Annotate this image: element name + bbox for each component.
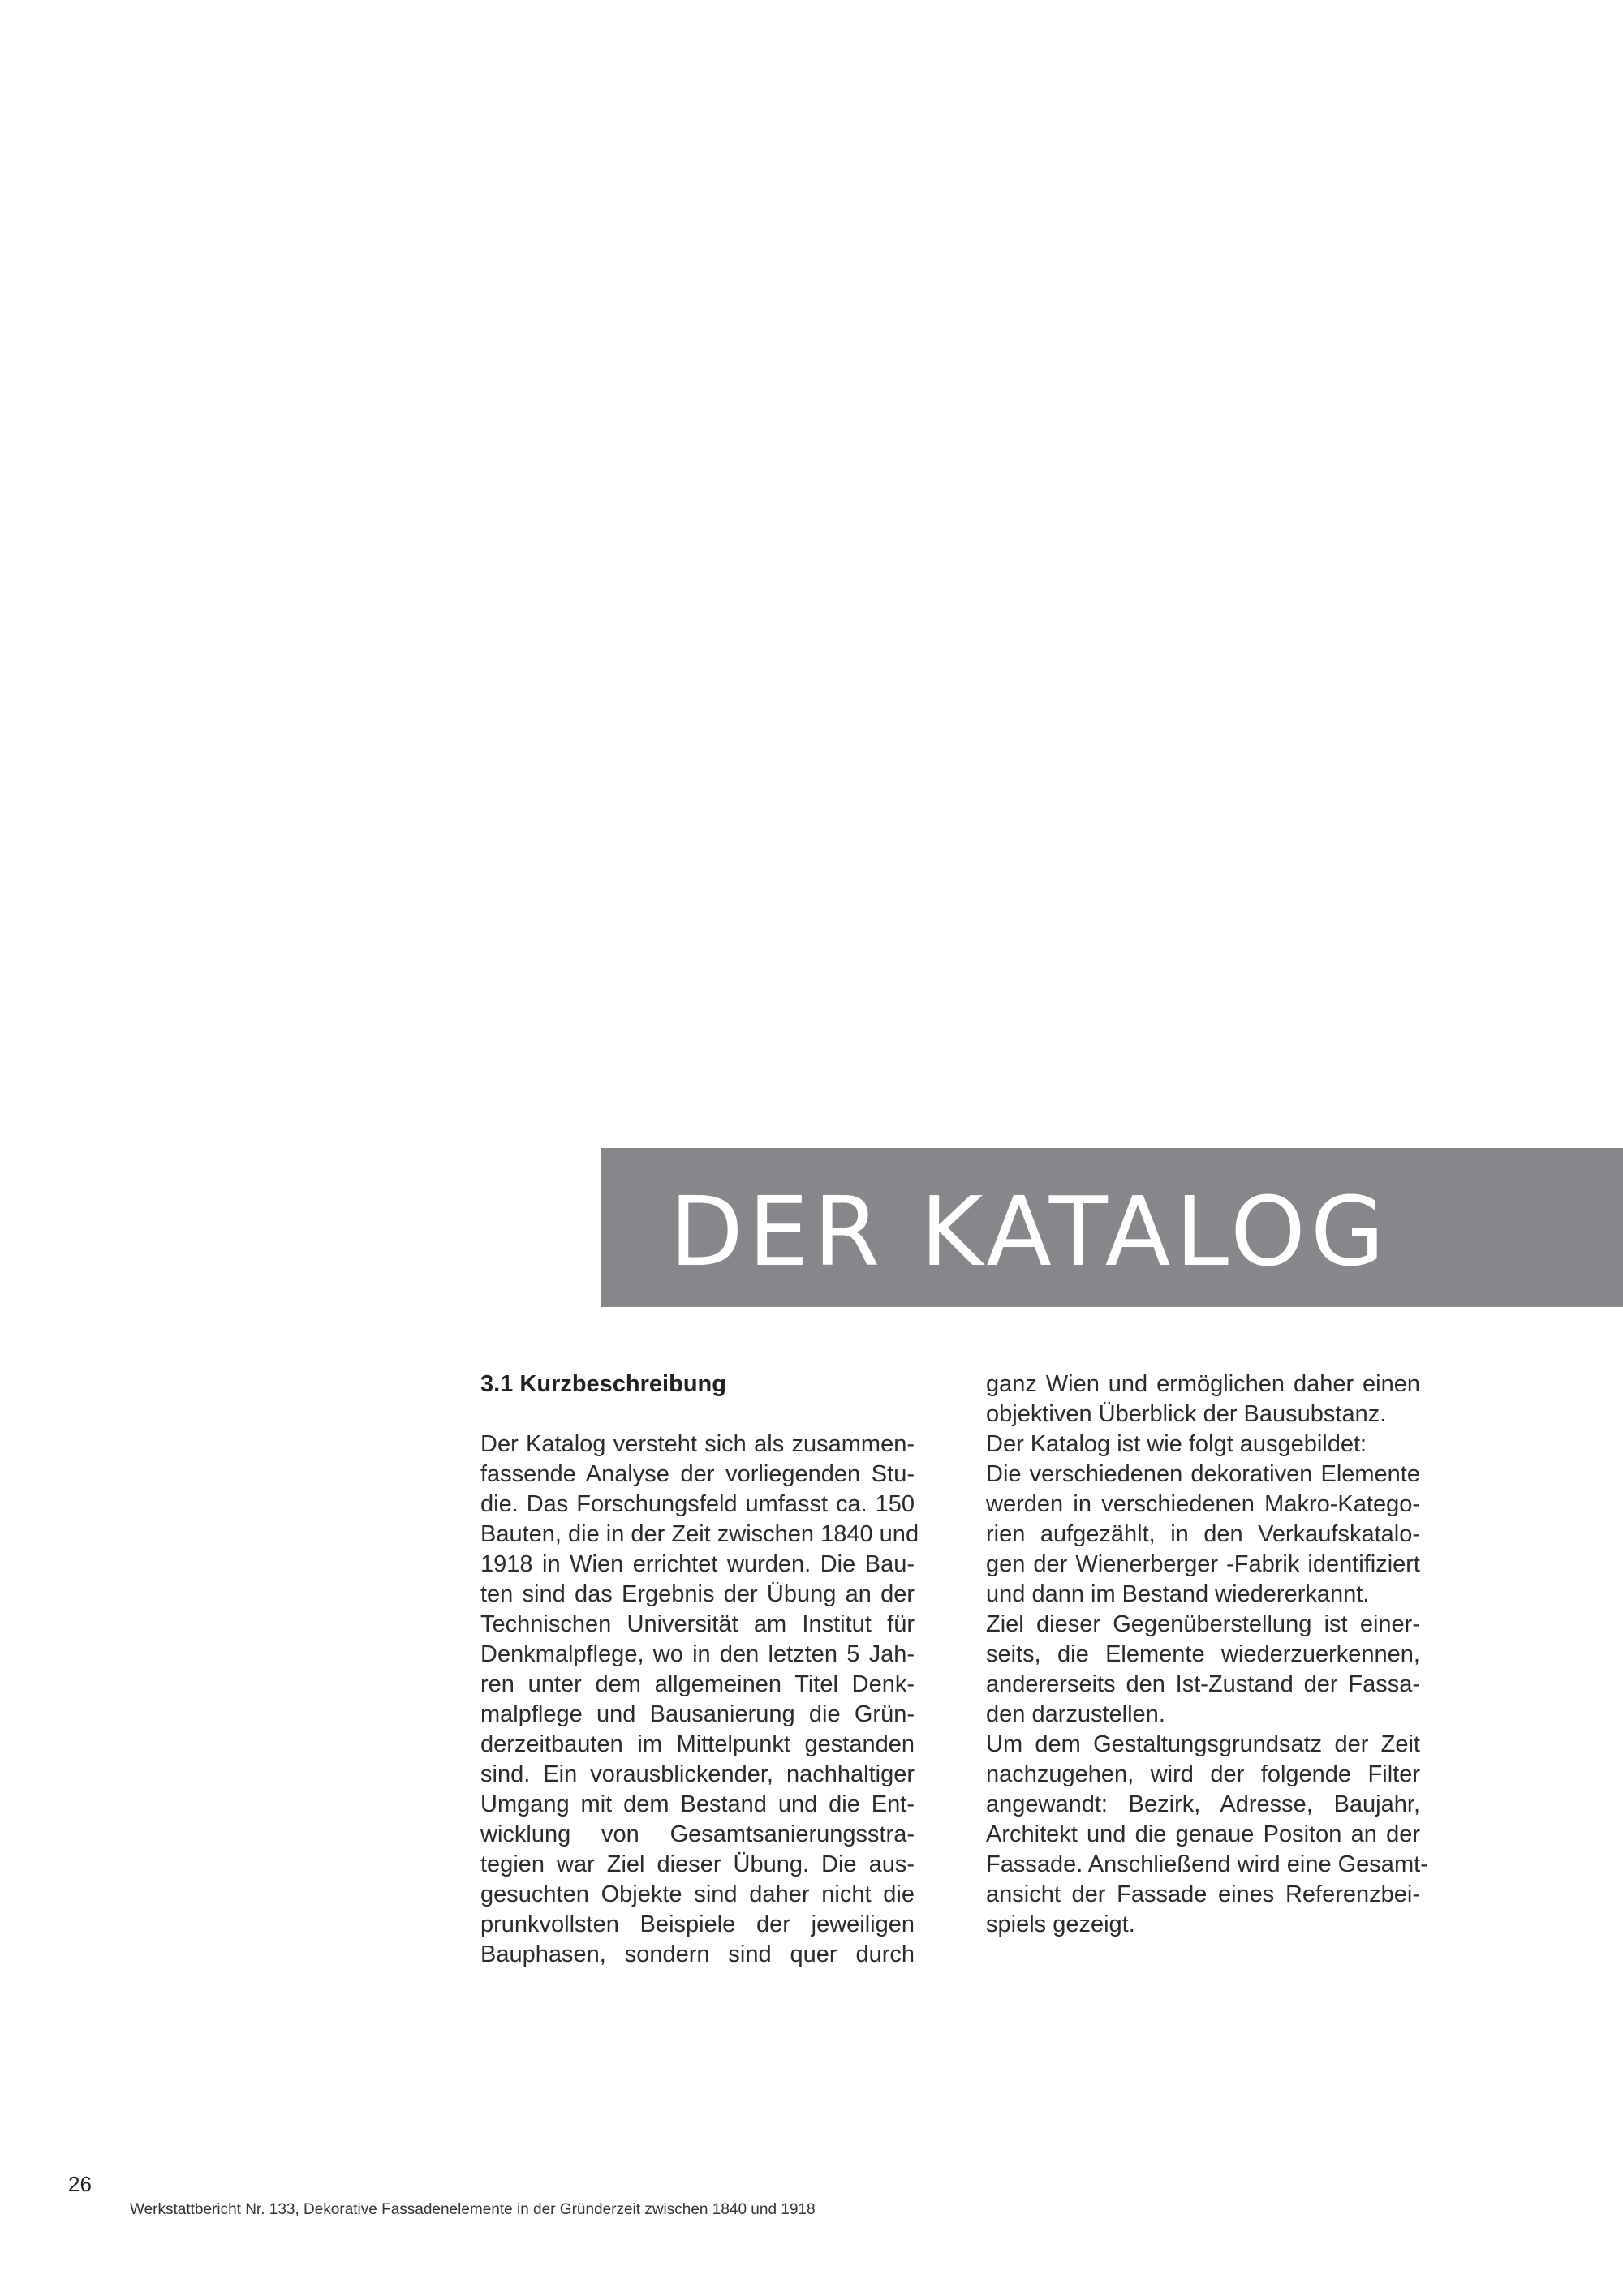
text-line: den darzustellen. xyxy=(986,1701,1165,1727)
chapter-title: DER KATALOG xyxy=(669,1176,1390,1288)
running-footer: Werkstattbericht Nr. 133, Dekorative Fassadenelemente in der Gründerzeit zwischen 1840 und 1918 xyxy=(130,2201,816,2218)
text-line: derzeitbauten im Mittelpunkt gestanden xyxy=(480,1731,915,1757)
text-line: spiels gezeigt. xyxy=(986,1911,1135,1937)
text-line: wicklung von Gesamtsanierungsstra- xyxy=(480,1821,915,1847)
page-number: 26 xyxy=(68,2172,92,2196)
text-line: seits, die Elemente wiederzuerkennen, xyxy=(986,1641,1420,1667)
text-line: werden in verschiedenen Makro-Katego- xyxy=(986,1491,1420,1517)
text-line: Architekt und die genaue Positon an der xyxy=(986,1821,1420,1847)
section-heading: 3.1 Kurzbeschreibung xyxy=(480,1371,726,1397)
text-line: Umgang mit dem Bestand und die Ent- xyxy=(480,1791,915,1817)
text-line: ten sind das Ergebnis der Übung an der xyxy=(480,1581,915,1607)
chapter-title-band xyxy=(601,1148,1623,1307)
text-line: Bauphasen, sondern sind quer durch xyxy=(480,1941,915,1967)
text-line: ansicht der Fassade eines Referenzbei- xyxy=(986,1881,1420,1907)
text-line: tegien war Ziel dieser Übung. Die aus- xyxy=(480,1851,915,1877)
right-paragraph xyxy=(986,1369,1428,1940)
text-line: Die verschiedenen dekorativen Elemente xyxy=(986,1461,1420,1487)
text-line: und dann im Bestand wiedererkannt. xyxy=(986,1581,1370,1607)
left-paragraph xyxy=(480,1430,919,1970)
text-line: gesuchten Objekte sind daher nicht die xyxy=(480,1881,915,1907)
text-line: Der Katalog versteht sich als zusammen- xyxy=(480,1431,915,1457)
text-line: die. Das Forschungsfeld umfasst ca. 150 xyxy=(480,1491,915,1517)
text-line: Denkmalpflege, wo in den letzten 5 Jah- xyxy=(480,1641,915,1667)
text-line: Bauten, die in der Zeit zwischen 1840 und xyxy=(480,1521,919,1547)
text-line: prunkvollsten Beispiele der jeweiligen xyxy=(480,1911,915,1937)
text-line: andererseits den Ist-Zustand der Fassa- xyxy=(986,1671,1420,1697)
text-line: malpflege und Bausanierung die Grün- xyxy=(480,1701,915,1727)
text-line: ren unter dem allgemeinen Titel Denk- xyxy=(480,1671,915,1697)
text-line: angewandt: Bezirk, Adresse, Baujahr, xyxy=(986,1791,1420,1817)
text-line: ganz Wien und ermöglichen daher einen xyxy=(986,1371,1420,1397)
text-line: Um dem Gestaltungsgrundsatz der Zeit xyxy=(986,1731,1420,1757)
text-line: Der Katalog ist wie folgt ausgebildet: xyxy=(986,1431,1367,1457)
text-line: Technischen Universität am Institut für xyxy=(480,1611,915,1637)
text-line: Ziel dieser Gegenüberstellung ist einer- xyxy=(986,1611,1420,1637)
text-line: 1918 in Wien errichtet wurden. Die Bau- xyxy=(480,1551,915,1577)
text-line: gen der Wienerberger -Fabrik identifiziert xyxy=(986,1551,1420,1577)
text-line: objektiven Überblick der Bausubstanz. xyxy=(986,1401,1387,1427)
text-line: rien aufgezählt, in den Verkaufskatalo- xyxy=(986,1521,1420,1547)
left-text-column xyxy=(480,1369,919,1970)
text-line: fassende Analyse der vorliegenden Stu- xyxy=(480,1461,915,1487)
text-line: sind. Ein vorausblickender, nachhaltiger xyxy=(480,1761,915,1787)
text-line: nachzugehen, wird der folgende Filter xyxy=(986,1761,1420,1787)
right-text-column xyxy=(986,1369,1428,1940)
text-line: Fassade. Anschließend wird eine Gesamt- xyxy=(986,1851,1428,1877)
